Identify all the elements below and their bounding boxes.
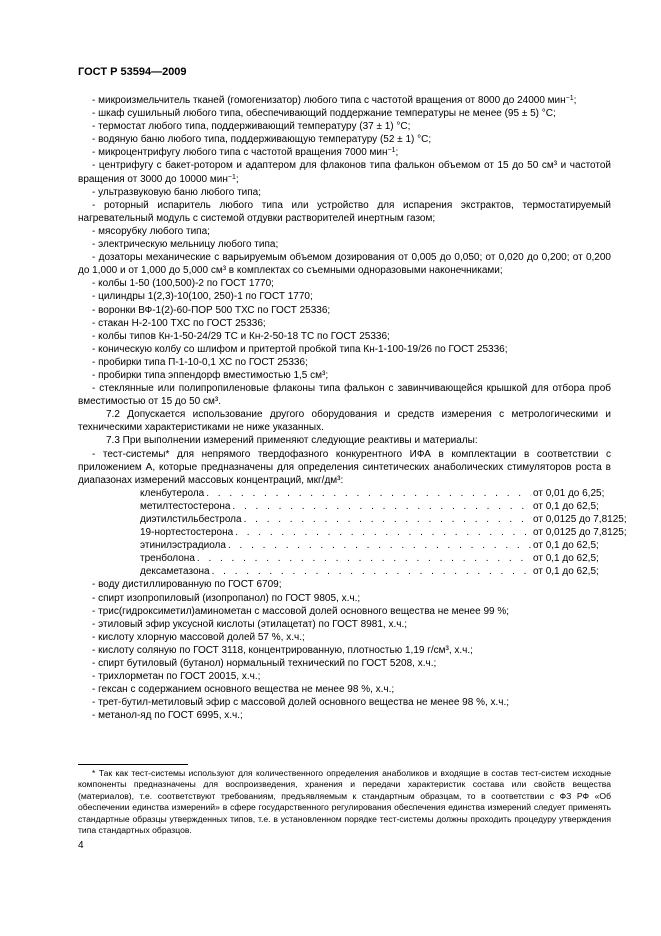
reagent-item: - трет-бутил-метиловый эфир с массовой долей основного вещества не менее 98 %, х.ч.;: [92, 697, 510, 709]
footnote: [78, 768, 611, 836]
paragraph-7-2: 7.2 Допускается использование другого оборудования и средств измерения с метрологическими и техническими характеристиками не ниже указанных.: [78, 409, 611, 434]
substance-name: кленбутерола: [140, 487, 205, 499]
range-value: от 0,01 до 6,25;: [533, 487, 605, 499]
equipment-item: - коническую колбу со шлифом и притертой пробкой типа Кн-1-100-19/26 по ГОСТ 25336;: [92, 343, 508, 355]
equipment-item: - микроцентрифугу любого типа с частотой вращения 7000 мин$^{-1}$;: [92, 147, 399, 159]
substance-name: диэтилстильбестрола: [140, 514, 242, 525]
substance-name: 19-нортестостерона: [140, 527, 234, 539]
reagent-item: - кислоту соляную по ГОСТ 3118, концентрированную, плотностью 1,19 г/см³, х.ч.;: [92, 644, 473, 656]
document-body: [78, 94, 627, 723]
equipment-item: - стеклянные или полипропиленовые флаконы типа фалькон с завинчивающейся крышкой для отбора проб вместимостью от 15 до 50 см³.: [78, 383, 611, 408]
equipment-item: - водяную баню любого типа, поддерживающую температуру (52 ± 1) °С;: [92, 134, 432, 146]
reagent-item: - трихлорметан по ГОСТ 20015, х.ч.;: [92, 671, 261, 683]
test-systems-item: - тест-системы* для непрямого твердофазного конкурентного ИФА в комплектации в соответствии с приложением А, которые предназначены для определения синтетических анаболических стимуляторов роста в диапазонах измерений массовых концентраций, мкг/дм³:: [78, 448, 611, 486]
range-value: от 0,1 до 62,5;: [533, 566, 599, 578]
range-row: [78, 513, 627, 526]
range-value: от 0,1 до 62,5;: [533, 553, 599, 565]
range-row: [78, 539, 611, 552]
range-row: [78, 487, 611, 500]
equipment-item: - ультразвуковую баню любого типа;: [92, 186, 262, 198]
equipment-item: - микроизмельчитель тканей (гомогенизатор) любого типа с частотой вращения от 8000 до 24000 мин$^{-1}$;: [92, 95, 577, 106]
reagent-item: - гексан с содержанием основного вещества не менее 98 %, х.ч.;: [92, 684, 395, 696]
leader-dots: [228, 539, 531, 552]
substance-name: дексаметазона: [140, 566, 210, 578]
range-value: от 0,1 до 62,5;: [533, 540, 599, 552]
range-row: [78, 526, 627, 539]
reagent-item: - воду дистиллированную по ГОСТ 6709;: [92, 579, 282, 591]
reagents-list: [78, 578, 611, 722]
leader-dots: [232, 500, 531, 513]
substance-name: метилтестостерона: [140, 500, 231, 512]
equipment-item: - стакан Н-2-100 ТХС по ГОСТ 25336;: [92, 317, 266, 329]
equipment-item: - пробирки типа эппендорф вместимостью 1,5 см³;: [92, 369, 329, 381]
equipment-item: - термостат любого типа, поддерживающий температуру (37 ± 1) °С;: [92, 121, 411, 133]
equipment-list: [78, 94, 611, 408]
reagent-item: - кислоту хлорную массовой долей 57 %, х.ч.;: [92, 631, 305, 643]
range-value: от 0,0125 до 7,8125;: [533, 527, 627, 539]
equipment-item: - дозаторы механические с варьируемым объемом дозирования от 0,005 до 0,050; от 0,020 до 0,200; от 0,200 до 1,000 и от 1,000 до 5,000 см³ в комплектах со съемными одноразовыми наконечниками;: [78, 252, 611, 277]
reagent-item: - трис(гидроксиметил)аминометан с массовой долей основного вещества не менее 99 %;: [92, 605, 510, 617]
equipment-item: - центрифугу с бакет-ротором и адаптером для флаконов типа фалькон объемом от 15 до 50 см³ и частотой вращения от 3000 до 10000 мин$^{-1}$;: [78, 160, 611, 185]
leader-dots: [235, 526, 531, 539]
equipment-item: - электрическую мельницу любого типа;: [92, 239, 279, 251]
page-number: 4: [78, 840, 84, 851]
concentration-ranges: [78, 487, 627, 579]
range-value: от 0,0125 до 7,8125;: [533, 514, 627, 525]
equipment-item: - мясорубку любого типа;: [92, 225, 210, 237]
equipment-item: - колбы типов Кн-1-50-24/29 ТС и Кн-2-50-18 ТС по ГОСТ 25336;: [92, 330, 390, 342]
page-header: ГОСТ Р 53594—2009: [78, 66, 187, 78]
reagent-item: - метанол-яд по ГОСТ 6995, х.ч.;: [92, 710, 243, 722]
range-value: от 0,1 до 62,5;: [533, 500, 599, 512]
equipment-item: - пробирки типа П-1-10-0,1 ХС по ГОСТ 25336;: [92, 356, 308, 368]
equipment-item: - колбы 1-50 (100,500)-2 по ГОСТ 1770;: [92, 278, 274, 290]
leader-dots: [197, 552, 531, 565]
leader-dots: [206, 487, 531, 500]
leader-dots: [244, 513, 531, 526]
range-row: [78, 565, 611, 578]
paragraph-7-3: 7.3 При выполнении измерений применяют следующие реактивы и материалы:: [106, 435, 478, 447]
reagent-item: - спирт бутиловый (бутанол) нормальный технический по ГОСТ 5208, х.ч.;: [92, 658, 437, 670]
reagent-item: - спирт изопропиловый (изопропанол) по ГОСТ 9805, х.ч.;: [92, 592, 361, 604]
equipment-item: - роторный испаритель любого типа или устройство для испарения экстрактов, термостатируемый нагревательный модуль с системой отдувки растворителей инертным газом;: [78, 199, 611, 224]
equipment-item: - воронки ВФ-1(2)-60-ПОР 500 ТХС по ГОСТ 25336;: [92, 304, 331, 316]
leader-dots: [212, 565, 531, 578]
range-row: [78, 552, 611, 565]
substance-name: этинилэстрадиола: [140, 540, 226, 552]
footnote-rule: [78, 764, 188, 765]
reagent-item: - этиловый эфир уксусной кислоты (этилацетат) по ГОСТ 8981, х.ч.;: [92, 618, 408, 630]
footnote-text: * Так как тест-системы используют для количественного определения анаболиков и входящие в состав тест-систем исходные компоненты предназначены для воспроизведения, хранения и передачи характеристик состава или свойств вещества (материалов), т.е. соответствуют требованиям, предъявляемым к стандартным образцам, то в соответствии с ФЗ РФ «Об обеспечении единства измерений» в сфере государственного регулирования обеспечения единства измерений следует применять стандартные образцы утвержденных типов, т.е. в установленном порядке тест-системы должны проходить процедуру утверждения типа стандартных образцов.: [78, 768, 611, 836]
range-row: [78, 500, 611, 513]
substance-name: тренболона: [140, 553, 195, 565]
equipment-item: - шкаф сушильный любого типа, обеспечивающий поддержание температуры не менее (95 ± 5) °С;: [92, 108, 556, 120]
equipment-item: - цилиндры 1(2,3)-10(100, 250)-1 по ГОСТ 1770;: [92, 291, 313, 303]
